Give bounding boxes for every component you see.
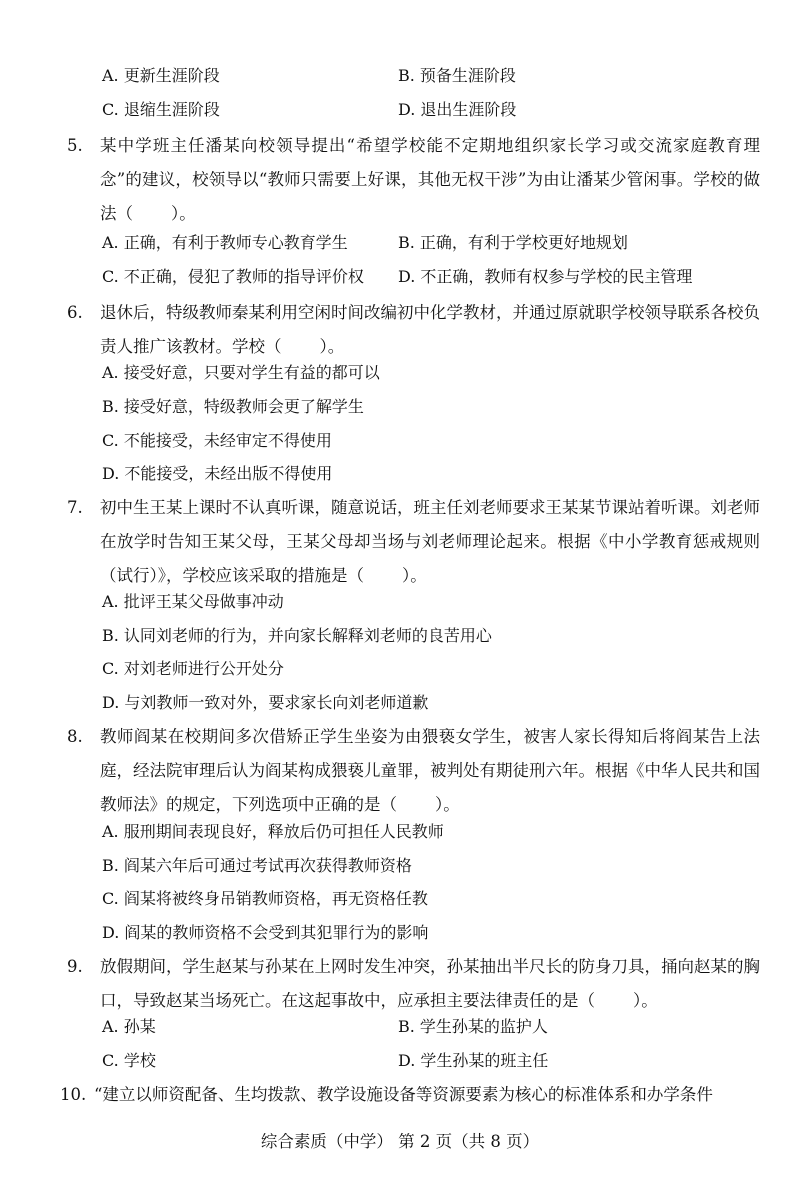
q10-number: 10. bbox=[60, 1085, 87, 1104]
q7-stem: 初中生王某上课时不认真听课，随意说话，班主任刘老师要求王某某节课站着听课。刘老师在放学时告知王某父母，王某父母却当场与刘老师理论起来。根据《中小学教育惩戒规则（试行）》，学校应该采取的措施是（ ）。 bbox=[100, 498, 760, 585]
q6-stem: 退休后，特级教师秦某利用空闲时间改编初中化学教材，并通过原就职学校领导联系各校负责人推广该教材。学校（ ）。 bbox=[100, 303, 760, 356]
q8-stem: 教师阎某在校期间多次借矫正学生坐姿为由猥亵女学生，被害人家长得知后将阎某告上法庭，经法院审理后认为阎某构成猥亵儿童罪，被判处有期徒刑六年。根据《中华人民共和国教师法》的规定，下列选项中正确的是（ ）。 bbox=[100, 727, 760, 814]
q6-option-d: D. 不能接受，未经出版不得使用 bbox=[102, 464, 333, 483]
q8-number: 8. bbox=[67, 727, 83, 746]
q8-option-c: C. 阎某将被终身吊销教师资格，再无资格任教 bbox=[102, 889, 428, 908]
q5-option-c: C. 不正确，侵犯了教师的指导评价权 bbox=[102, 267, 364, 286]
q5-option-b: B. 正确，有利于学校更好地规划 bbox=[398, 233, 628, 252]
q9-option-c: C. 学校 bbox=[102, 1051, 156, 1070]
q4-option-c: C. 退缩生涯阶段 bbox=[102, 100, 220, 119]
q5-stem: 某中学班主任潘某向校领导提出“希望学校能不定期地组织家长学习或交流家庭教育理念”的建议，校领导以“教师只需要上好课，其他无权干涉”为由让潘某少管闲事。学校的做法（ ）。 bbox=[100, 136, 760, 223]
q7-number: 7. bbox=[67, 498, 83, 517]
q9-option-a: A. 孙某 bbox=[102, 1017, 156, 1036]
q9-option-b: B. 学生孙某的监护人 bbox=[398, 1017, 548, 1036]
q6-option-c: C. 不能接受，未经审定不得使用 bbox=[102, 431, 332, 450]
q9-stem: 放假期间，学生赵某与孙某在上网时发生冲突，孙某抽出半尺长的防身刀具，捅向赵某的胸口，导致赵某当场死亡。在这起事故中，应承担主要法律责任的是（ ）。 bbox=[100, 957, 760, 1010]
q6-number: 6. bbox=[67, 303, 83, 322]
q9-option-d: D. 学生孙某的班主任 bbox=[398, 1051, 549, 1070]
q7-option-d: D. 与刘教师一致对外，要求家长向刘老师道歉 bbox=[102, 693, 429, 712]
q4-option-a: A. 更新生涯阶段 bbox=[102, 66, 220, 85]
q8-option-b: B. 阎某六年后可通过考试再次获得教师资格 bbox=[102, 856, 412, 875]
q8-option-d: D. 阎某的教师资格不会受到其犯罪行为的影响 bbox=[102, 923, 429, 942]
q7-option-b: B. 认同刘老师的行为，并向家长解释刘老师的良苦用心 bbox=[102, 626, 492, 645]
q7-option-c: C. 对刘老师进行公开处分 bbox=[102, 659, 284, 678]
q10-stem: “建立以师资配备、生均拨款、教学设施设备等资源要素为核心的标准体系和办学条件 bbox=[94, 1085, 713, 1104]
q4-option-b: B. 预备生涯阶段 bbox=[398, 66, 516, 85]
q6-option-a: A. 接受好意，只要对学生有益的都可以 bbox=[102, 363, 380, 382]
q6-option-b: B. 接受好意，特级教师会更了解学生 bbox=[102, 397, 364, 416]
q5-option-d: D. 不正确，教师有权参与学校的民主管理 bbox=[398, 267, 693, 286]
q7-option-a: A. 批评王某父母做事冲动 bbox=[102, 592, 284, 611]
q8-option-a: A. 服刑期间表现良好，释放后仍可担任人民教师 bbox=[102, 822, 444, 841]
page-footer: 综合素质（中学） 第 2 页（共 8 页） bbox=[260, 1132, 540, 1151]
q5-option-a: A. 正确，有利于教师专心教育学生 bbox=[102, 233, 348, 252]
q4-option-d: D. 退出生涯阶段 bbox=[398, 100, 517, 119]
q9-number: 9. bbox=[67, 957, 83, 976]
q5-number: 5. bbox=[67, 136, 83, 155]
